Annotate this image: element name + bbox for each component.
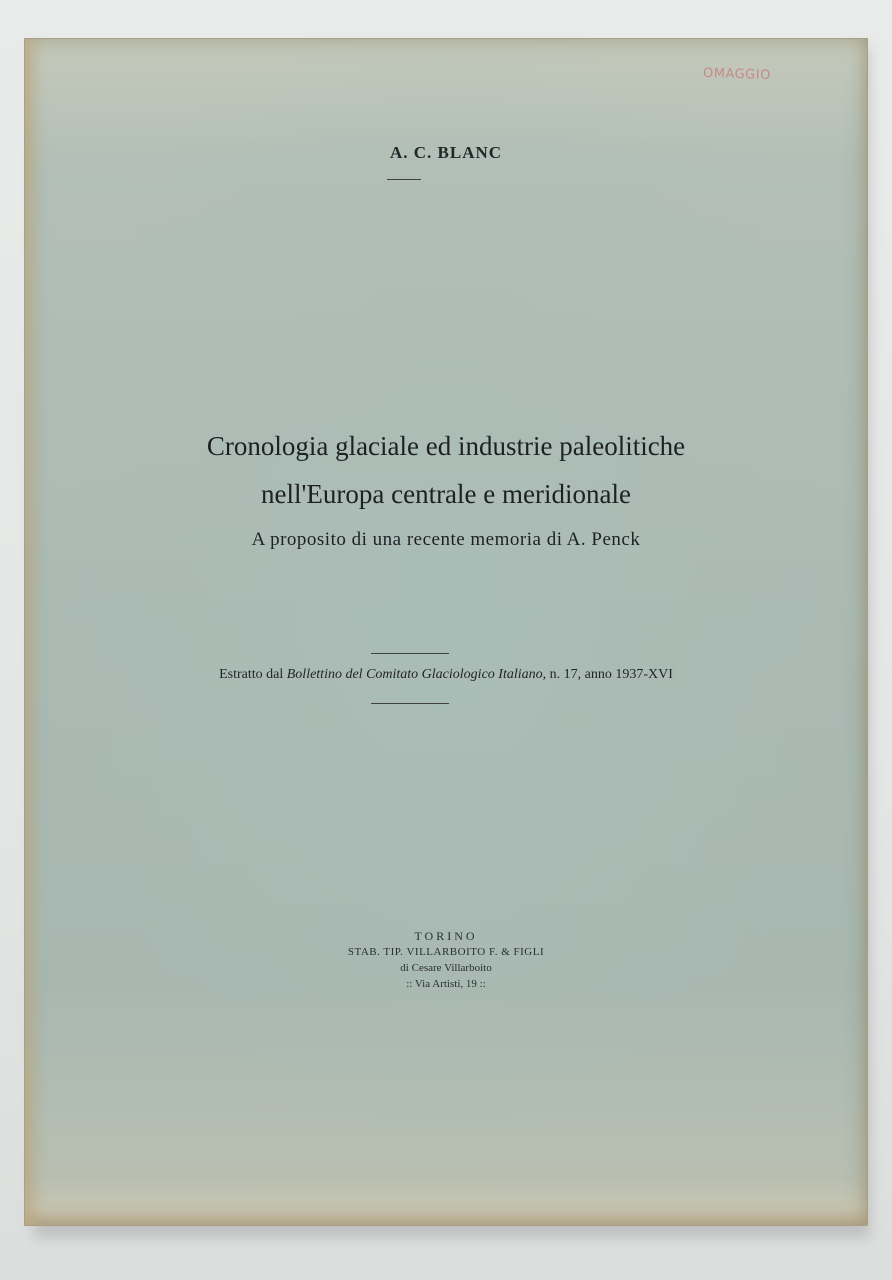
extract-bottom-divider (371, 703, 449, 704)
extract-top-divider (371, 653, 449, 654)
imprint-owner: di Cesare Villarboito (400, 962, 492, 974)
imprint-address: :: Via Artisti, 19 :: (406, 978, 486, 990)
omaggio-stamp: OMAGGIO (702, 65, 772, 84)
extract-suffix: , n. 17, anno 1937-XVI (542, 667, 673, 682)
title-line-2: nell'Europa centrale e meridionale (261, 479, 631, 509)
title-line-1: Cronologia glaciale ed industrie paleolitiche (206, 431, 686, 461)
extract-note (25, 667, 867, 683)
author-divider (387, 179, 421, 180)
extract-prefix: Estratto dal (219, 667, 287, 682)
pamphlet-cover (24, 38, 868, 1226)
journal-name: Bollettino del Comitato Glaciologico Italiano (286, 667, 543, 682)
subtitle: A proposito di una recente memoria di A. Penck (251, 529, 641, 550)
author-name: A. C. BLANC (389, 143, 503, 162)
imprint-city: TORINO (414, 929, 478, 943)
imprint-printer: STAB. TIP. VILLARBOITO F. & FIGLI (347, 946, 545, 958)
cover-left-edge (25, 39, 43, 1225)
